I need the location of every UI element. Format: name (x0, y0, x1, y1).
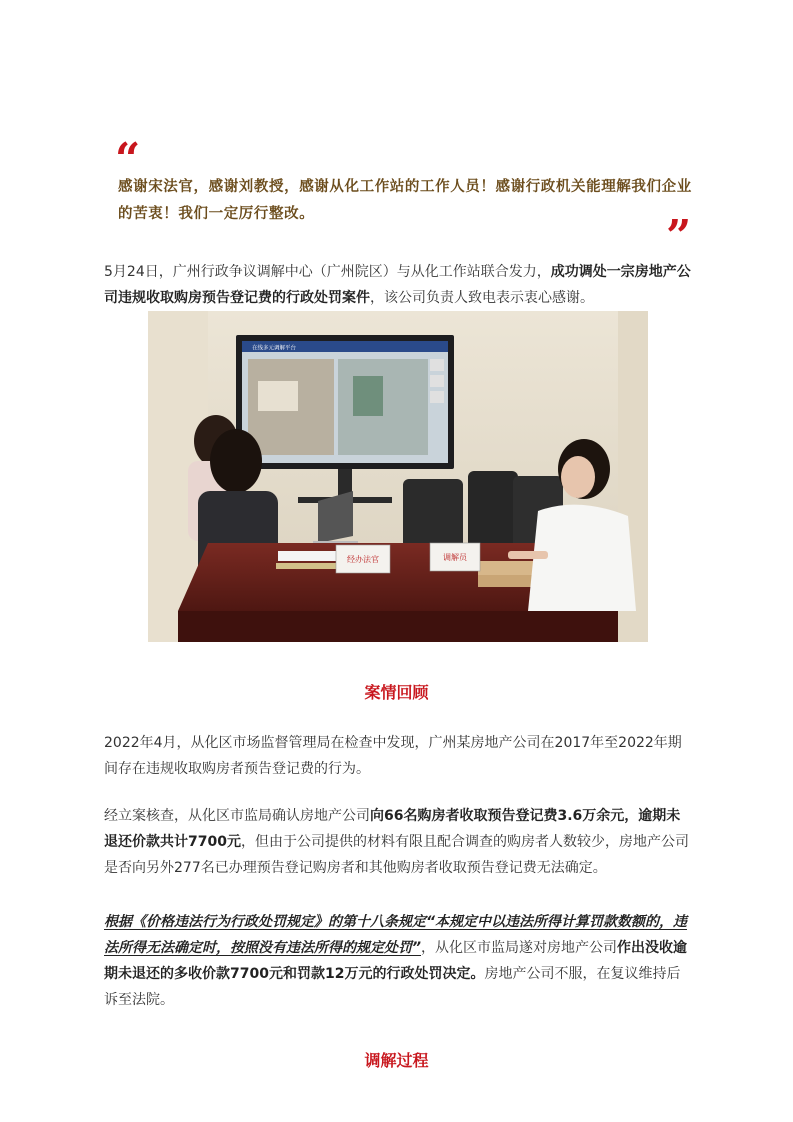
screen-title: 在线多元调解平台 (252, 345, 297, 352)
open-quote-mark: “ (115, 134, 141, 185)
case-paragraph-3 (104, 909, 694, 1013)
intro-paragraph (104, 259, 694, 311)
quote-text: 感谢宋法官，感谢刘教授，感谢从化工作站的工作人员！感谢行政机关能理解我们企业的苦衷！我们一定厉行整改。 (118, 179, 692, 222)
case-text-end: 房地产公司不服，在复议维持后诉至法院。 (104, 966, 681, 1008)
case-bold: 向66名购房者收取预告登记费3.6万余元，逾期未退还价款共计7700元 (104, 808, 681, 850)
nameplate-right: 调解员 (443, 553, 467, 562)
case-text: 经立案核查，从化区市监局确认房地产公司 (104, 808, 370, 824)
section-title-case-review: 案情回顾 (364, 683, 429, 702)
case-paragraph-1: 2022年4月，从化区市场监督管理局在检查中发现，广州某房地产公司在2017年至2022年期间存在违规收取购房者预告登记费的行为。 (104, 735, 682, 777)
section-title-mediation-process: 调解过程 (364, 1051, 429, 1070)
intro-text: 5月24日，广州行政争议调解中心（广州院区）与从化工作站联合发力， (104, 264, 551, 280)
case-text: ，从化区市监局遂对房地产公司 (421, 940, 618, 956)
case-paragraph-2 (104, 803, 694, 881)
close-quote-mark: ” (666, 211, 692, 262)
regulation-quote: 根据《价格违法行为行政处罚规定》的第十八条规定“本规定中以违法所得计算罚款数额的，违法所得无法确定时，按照没有违法所得的规定处罚” (104, 914, 688, 956)
intro-text-end: ，该公司负责人致电表示衷心感谢。 (370, 290, 594, 306)
nameplate-left: 经办法官 (347, 555, 379, 564)
case-text-end: ，但由于公司提供的材料有限且配合调查的购房者人数较少，房地产公司是否向另外277名已办理预告登记购房者和其他购房者收取预告登记费无法确定。 (104, 834, 689, 876)
intro-bold: 成功调处一宗房地产公司违规收取购房预告登记费的行政处罚案件 (104, 264, 691, 306)
penalty-bold: 作出没收逾期未退还的多收价款7700元和罚款12万元的行政处罚决定。 (104, 940, 688, 982)
mediation-photo (148, 311, 648, 642)
